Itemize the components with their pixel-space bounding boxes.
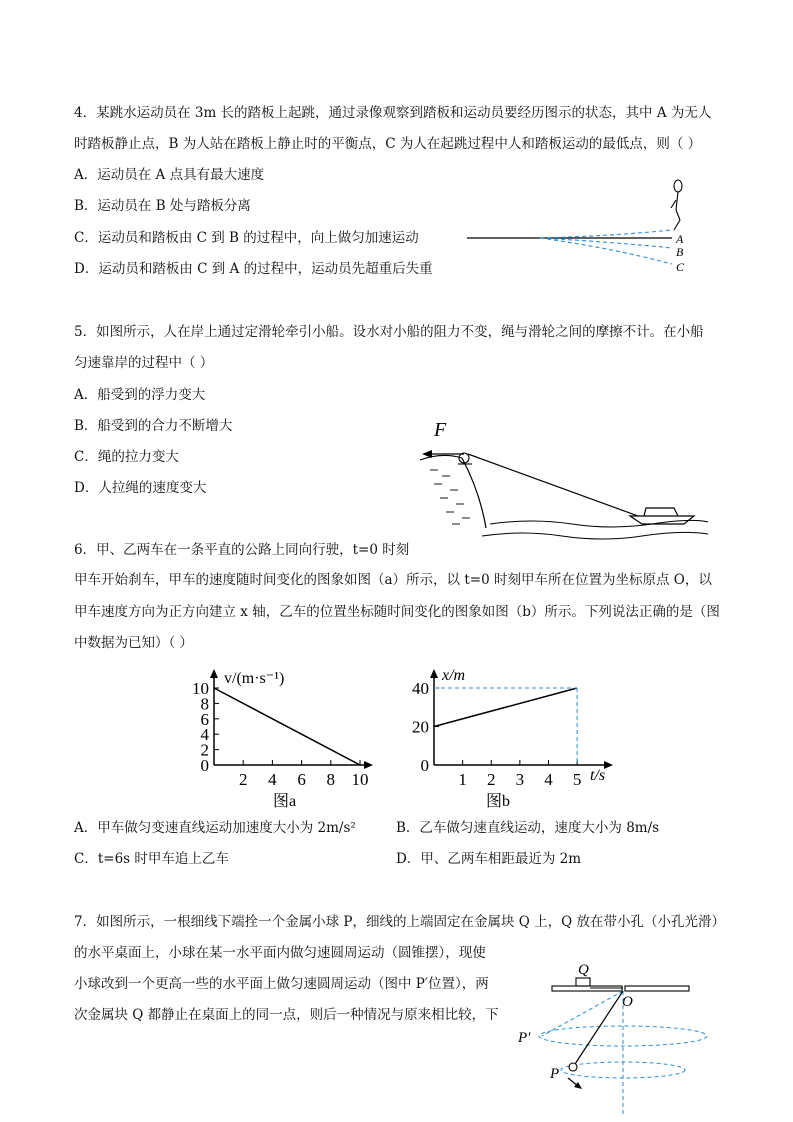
boat-pulley-figure — [412, 412, 708, 540]
shore-top — [420, 455, 462, 460]
water-line-2 — [482, 532, 708, 539]
b-x-tick-label: 4 — [544, 770, 553, 789]
graph-a-velocity-time — [186, 660, 386, 815]
a-x-tick-label: 6 — [297, 770, 306, 789]
boat-icon — [630, 508, 694, 524]
string-p-prime — [542, 991, 623, 1036]
b-y-tick-label: 20 — [412, 717, 429, 737]
a-x-tick-label: 8 — [326, 770, 336, 789]
q4-option-d: D．运动员和踏板由 C 到 A 的过程中，运动员先超重后失重 — [74, 261, 433, 277]
metal-block-q — [576, 978, 590, 986]
q6-option-a: A．甲车做匀变速直线运动加速度大小为 2m/s² — [74, 820, 356, 836]
a-y-tick-label: 0 — [200, 756, 209, 775]
a-x-tick-label: 4 — [268, 770, 277, 789]
q6-stem-line1: 6．甲、乙两车在一条平直的公路上同向行驶，t=0 时刻 — [74, 542, 410, 558]
b-y-arrow-icon — [430, 669, 438, 678]
ball-p — [569, 1063, 577, 1071]
q6-option-d: D．甲、乙两车相距最近为 2m — [396, 851, 582, 867]
rope — [468, 454, 638, 516]
force-label: F — [434, 419, 447, 441]
diving-board-figure — [462, 176, 702, 280]
a-y-tick-label: 10 — [192, 679, 209, 698]
graph-b-title: 图b — [486, 793, 511, 810]
q7-stem-line1: 7．如图所示，一根细线下端拴一个金属小球 P，细线的上端固定在金属块 Q 上，Q 放在带小孔（小孔光滑） — [74, 914, 725, 930]
string-p — [575, 991, 623, 1064]
label-p: P — [550, 1066, 560, 1082]
q6-option-c: C．t=6s 时甲车追上乙车 — [74, 851, 229, 867]
a-x-arrow-icon — [364, 761, 373, 769]
a-y-arrow-icon — [210, 669, 218, 678]
b-y-tick-label: 40 — [412, 679, 429, 698]
q5-option-a: A．船受到的浮力变大 — [74, 387, 206, 403]
q6-stem-line2: 甲车开始刹车，甲车的速度随时间变化的图象如图（a）所示，以 t=0 时刻甲车所在位置为坐标原点 O，以 — [74, 572, 712, 588]
a-x-tick-label: 2 — [238, 770, 248, 789]
a-y-tick-label: 4 — [200, 725, 209, 745]
q5-option-b: B．船受到的合力不断增大 — [74, 418, 233, 434]
q5-option-d: D．人拉绳的速度变大 — [74, 480, 207, 496]
diver-icon — [671, 180, 682, 230]
q7-stem-line2: 的水平桌面上，小球在某一水平面内做匀速圆周运动（圆锥摆），现使 — [74, 945, 486, 961]
a-x-tick-label: 10 — [351, 770, 369, 789]
label-q: Q — [578, 962, 589, 978]
q5-stem-line1: 5．如图所示，人在岸上通过定滑轮牵引小船。设水对小船的阻力不变，绳与滑轮之间的摩擦不计。在小船 — [74, 324, 704, 340]
b-x-arrow-icon — [604, 761, 613, 769]
graph-b-x-axis-label: t/s — [590, 767, 606, 784]
shore-slope — [462, 458, 486, 528]
graph-a-y-axis-label: v/(m·s⁻¹) — [224, 670, 285, 687]
graph-a-title: 图a — [273, 793, 297, 810]
q5-option-c: C．绳的拉力变大 — [74, 449, 179, 465]
q4-option-c: C．运动员和踏板由 C 到 B 的过程中，向上做匀加速运动 — [74, 230, 419, 246]
b-x-tick-label: 3 — [515, 770, 525, 789]
b-x-tick-label: 2 — [486, 770, 496, 789]
a-y-tick-label: 8 — [200, 694, 209, 714]
q6-stem-line3: 甲车速度方向为正方向建立 x 轴，乙车的位置坐标随时间变化的图象如图（b）所示。下列说法正确的是（图 — [74, 604, 720, 620]
conical-pendulum-figure — [512, 956, 702, 1118]
a-y-tick-label: 2 — [200, 740, 209, 760]
q5-stem-line2: 匀速靠岸的过程中（ ） — [74, 355, 214, 371]
q4-option-a: A．运动员在 A 点具有最大速度 — [74, 167, 265, 183]
label-a: A — [676, 232, 684, 246]
board-position-a — [540, 230, 672, 238]
b-x-tick-label: 1 — [458, 770, 467, 789]
graph-b-y-axis-label: x/m — [442, 667, 466, 684]
label-p-prime: P′ — [518, 1030, 531, 1046]
label-o: O — [622, 994, 633, 1010]
q6-stem-line4: 中数据为已知）（ ） — [74, 635, 194, 651]
board-position-b — [540, 238, 672, 248]
q4-option-b: B．运动员在 B 处与踏板分离 — [74, 198, 251, 214]
table-right — [625, 986, 689, 991]
b-y-tick-label: 0 — [420, 756, 429, 775]
q6-option-b: B．乙车做匀速直线运动，速度大小为 8m/s — [396, 820, 660, 836]
q7-stem-line3: 小球改到一个更高一些的水平面上做匀速圆周运动（图中 P′位置），两 — [74, 976, 489, 992]
a-series-line — [214, 688, 360, 765]
a-y-tick-label: 6 — [200, 709, 209, 729]
b-x-tick-label: 5 — [572, 770, 582, 789]
label-b: B — [676, 245, 684, 259]
label-c: C — [676, 260, 685, 274]
q4-stem-line2: 时踏板静止点，B 为人站在踏板上静止时的平衡点，C 为人在起跳过程中人和踏板运动的最低点，则（ ） — [74, 136, 702, 152]
shore-hatching — [430, 470, 470, 524]
b-series-line — [434, 688, 577, 727]
graph-b-position-time — [404, 660, 614, 815]
q4-stem-line1: 4．某跳水运动员在 3m 长的踏板上起跳，通过录像观察到踏板和运动员要经历图示的状态，其中 A 为无人 — [74, 105, 712, 121]
q7-stem-line4: 次金属块 Q 都静止在桌面上的同一点，则后一种情况与原来相比较，下 — [74, 1007, 499, 1023]
